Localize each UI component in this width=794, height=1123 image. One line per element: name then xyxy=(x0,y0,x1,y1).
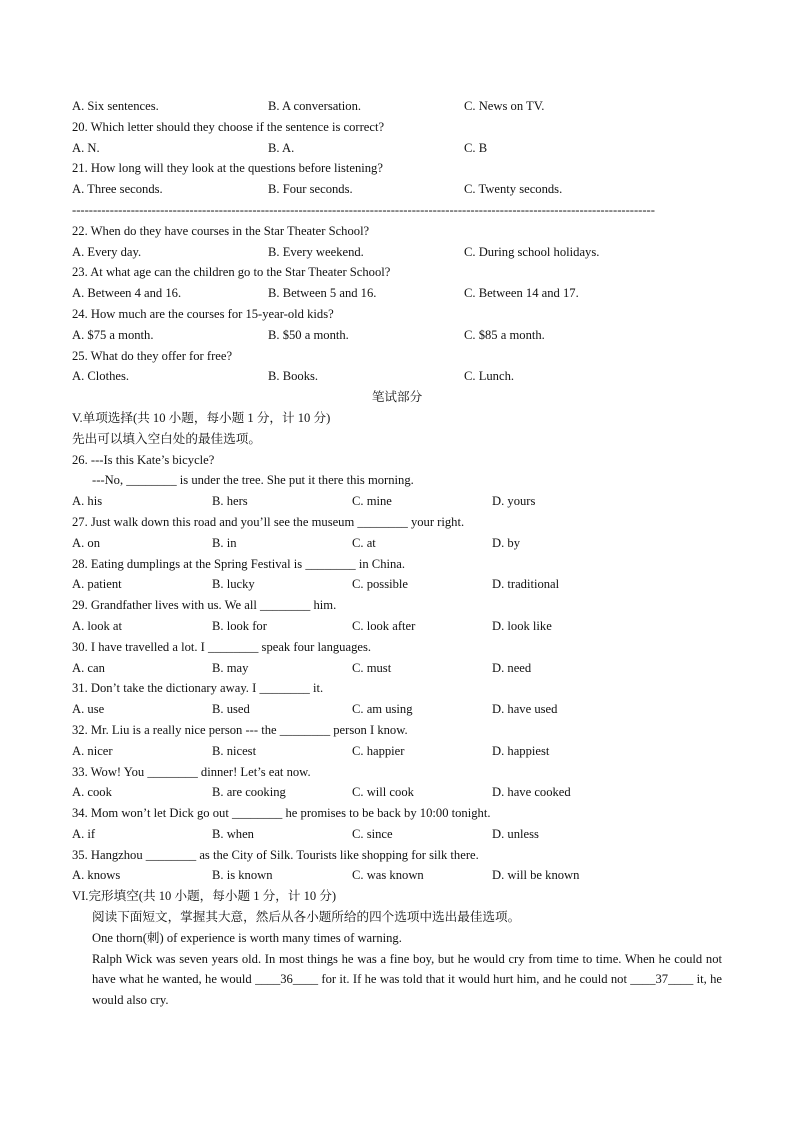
option[interactable]: A. Every day. xyxy=(72,244,142,259)
option[interactable]: B. are cooking xyxy=(212,785,286,800)
option[interactable]: A. nicer xyxy=(72,743,113,758)
option[interactable]: B. Four seconds. xyxy=(268,182,353,197)
question-31: 31. Don’t take the dictionary away. I ________ it. xyxy=(72,681,324,696)
option[interactable]: D. unless xyxy=(492,826,539,841)
option[interactable]: C. mine xyxy=(352,494,392,509)
question-22: 22. When do they have courses in the Star Theater School? xyxy=(72,223,370,238)
option[interactable]: B. hers xyxy=(212,494,248,509)
question-28: 28. Eating dumplings at the Spring Festival is ________ in China. xyxy=(72,556,406,571)
option[interactable]: A. $75 a month. xyxy=(72,327,154,342)
q30-options xyxy=(72,658,722,679)
option[interactable]: A. Between 4 and 16. xyxy=(72,286,182,301)
option[interactable]: B. used xyxy=(212,702,250,717)
option[interactable]: C. was known xyxy=(352,868,424,883)
option[interactable]: B. look for xyxy=(212,618,267,633)
q26-options xyxy=(72,491,722,512)
option[interactable]: B. is known xyxy=(212,868,273,883)
q20-options xyxy=(72,138,722,159)
option[interactable]: B. Every weekend. xyxy=(268,244,364,259)
option[interactable]: D. have cooked xyxy=(492,785,571,800)
option[interactable]: A. his xyxy=(72,494,103,509)
option[interactable]: A. cook xyxy=(72,785,112,800)
option[interactable]: A. can xyxy=(72,660,105,675)
option[interactable]: A. use xyxy=(72,702,105,717)
option[interactable]: B. nicest xyxy=(212,743,257,758)
question-26: 26. ---Is this Kate’s bicycle? xyxy=(72,452,215,467)
question-26-reply: ---No, ________ is under the tree. She put it there this morning. xyxy=(92,473,414,488)
option[interactable]: A. Three seconds. xyxy=(72,182,163,197)
written-part-title: 笔试部分 xyxy=(371,390,423,405)
question-21: 21. How long will they look at the questions before listening? xyxy=(72,161,383,176)
q34-options xyxy=(72,824,722,845)
option[interactable]: B. A. xyxy=(268,140,295,155)
option[interactable]: C. Between 14 and 17. xyxy=(464,286,579,301)
question-32: 32. Mr. Liu is a really nice person --- the ________ person I know. xyxy=(72,722,408,737)
option[interactable]: B. A conversation. xyxy=(268,99,362,113)
option[interactable]: A. look at xyxy=(72,618,123,633)
option[interactable]: B. $50 a month. xyxy=(268,327,349,342)
option[interactable]: C. News on TV. xyxy=(464,99,545,113)
option[interactable]: C. at xyxy=(352,535,376,550)
option[interactable]: B. Books. xyxy=(268,369,319,384)
option[interactable]: A. Six sentences. xyxy=(72,99,159,113)
option[interactable]: A. N. xyxy=(72,140,100,155)
section-5-heading: V.单项选择(共 10 小题，每小题 1 分，计 10 分) xyxy=(72,410,331,425)
q33-options xyxy=(72,782,722,803)
question-30: 30. I have travelled a lot. I ________ speak four languages. xyxy=(72,639,372,654)
question-27: 27. Just walk down this road and you’ll see the museum ________ your right. xyxy=(72,514,465,529)
option[interactable]: D. need xyxy=(492,660,532,675)
question-24: 24. How much are the courses for 15-year-old kids? xyxy=(72,306,334,321)
option[interactable]: A. patient xyxy=(72,577,122,592)
option[interactable]: C. must xyxy=(352,660,392,675)
q24-options xyxy=(72,325,722,346)
option[interactable]: C. During school holidays. xyxy=(464,244,600,259)
option[interactable]: D. traditional xyxy=(492,577,560,592)
option[interactable]: A. if xyxy=(72,826,96,841)
option[interactable]: C. since xyxy=(352,826,393,841)
option[interactable]: C. look after xyxy=(352,618,416,633)
question-33: 33. Wow! You ________ dinner! Let’s eat now. xyxy=(72,764,311,779)
option[interactable]: A. Clothes. xyxy=(72,369,130,384)
section-6-heading: VI.完形填空(共 10 小题，每小题 1 分，计 10 分) xyxy=(72,889,337,904)
q32-options xyxy=(72,741,722,762)
question-35: 35. Hangzhou ________ as the City of Silk. Tourists like shopping for silk there. xyxy=(72,847,479,862)
q29-options xyxy=(72,616,722,637)
option[interactable]: C. B xyxy=(464,140,488,155)
exam-content xyxy=(72,96,722,1011)
option[interactable]: D. by xyxy=(492,535,520,550)
option[interactable]: D. look like xyxy=(492,618,552,633)
q19-options xyxy=(72,96,722,117)
option[interactable]: B. may xyxy=(212,660,249,675)
option[interactable]: A. on xyxy=(72,535,100,550)
question-25: 25. What do they offer for free? xyxy=(72,348,233,363)
option[interactable]: C. Lunch. xyxy=(464,369,515,384)
option[interactable]: C. am using xyxy=(352,702,413,717)
option[interactable]: B. in xyxy=(212,535,237,550)
q25-options xyxy=(72,366,722,387)
passage-title-line: One thorn(刺) of experience is worth many times of warning. xyxy=(92,930,402,945)
option[interactable]: C. possible xyxy=(352,577,408,592)
q21-options xyxy=(72,179,722,200)
option[interactable]: C. will cook xyxy=(352,785,414,800)
option[interactable]: C. happier xyxy=(352,743,405,758)
question-29: 29. Grandfather lives with us. We all ________ him. xyxy=(72,598,337,613)
option[interactable]: C. Twenty seconds. xyxy=(464,182,563,197)
question-20: 20. Which letter should they choose if the sentence is correct? xyxy=(72,119,385,134)
q23-options xyxy=(72,283,722,304)
question-34: 34. Mom won’t let Dick go out ________ he promises to be back by 10:00 tonight. xyxy=(72,806,491,821)
option[interactable]: D. happiest xyxy=(492,743,550,758)
passage-paragraph: Ralph Wick was seven years old. In most things he was a fine boy, but he would cry from time to time. When he could not have what he wanted, he would ____36____ for it. If he was told that it would hurt him, and he could not ____37____ it, he would also cry. xyxy=(92,951,722,1008)
option[interactable]: D. have used xyxy=(492,702,558,717)
question-23: 23. At what age can the children go to the Star Theater School? xyxy=(72,265,391,280)
q35-options xyxy=(72,865,722,886)
option[interactable]: A. knows xyxy=(72,868,121,883)
q22-options xyxy=(72,242,722,263)
q28-options xyxy=(72,574,722,595)
option[interactable]: D. will be known xyxy=(492,868,580,883)
section-6-instruction: 阅读下面短文，掌握其大意，然后从各小题所给的四个选项中选出最佳选项。 xyxy=(92,910,521,925)
dashed-separator: ------------------------------------------------------------------------------------------------------------------------------------------- xyxy=(72,202,655,217)
q27-options xyxy=(72,533,722,554)
option[interactable]: B. Between 5 and 16. xyxy=(268,286,377,301)
option[interactable]: B. lucky xyxy=(212,577,255,592)
section-5-instruction: 先出可以填入空白处的最佳选项。 xyxy=(72,431,261,446)
option[interactable]: C. $85 a month. xyxy=(464,327,545,342)
option[interactable]: B. when xyxy=(212,826,254,841)
option[interactable]: D. yours xyxy=(492,494,536,509)
q31-options xyxy=(72,699,722,720)
